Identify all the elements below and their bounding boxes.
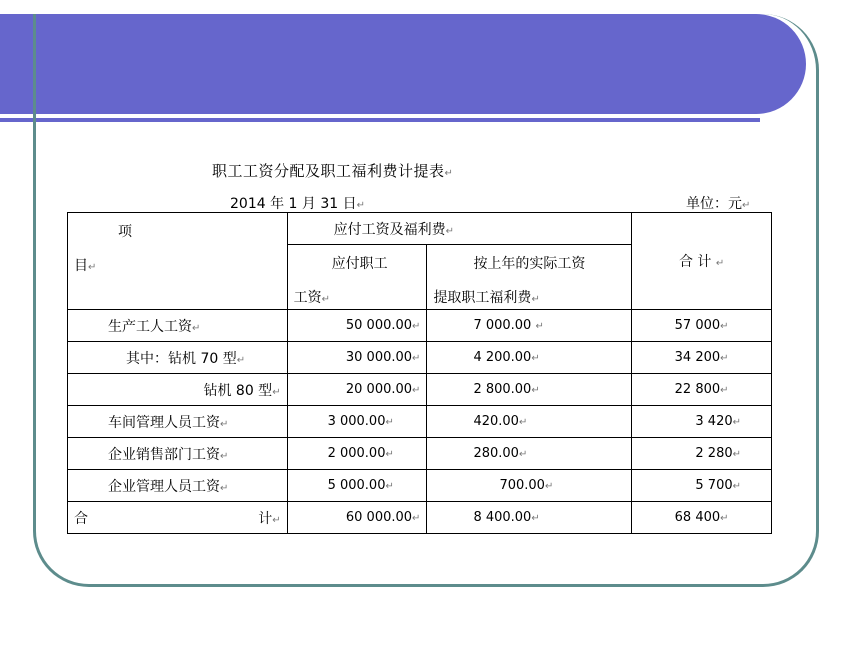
header-welfare-cell [427,245,632,310]
paragraph-mark-icon: ↵ [385,449,394,460]
paragraph-mark-icon: ↵ [531,294,540,305]
row-wage-text: 2 000.00 [327,446,386,461]
row-wage [287,438,427,470]
sum-label-b-wrap [258,508,280,528]
paragraph-mark-icon: ↵ [732,417,741,428]
row-wage [287,342,427,374]
paragraph-mark-icon: ↵ [88,262,97,273]
row-item [68,342,288,374]
paragraph-mark-icon: ↵ [356,200,365,211]
paragraph-mark-icon: ↵ [732,481,741,492]
sum-label-a: 合 [74,510,88,527]
row-item-text: 钻机 80 型 [203,382,273,399]
row-total-text: 5 700 [695,478,733,493]
row-wage-text: 30 000.00 [345,350,413,365]
sum-label-b: 计 [258,510,273,527]
sum-total-text: 68 400 [674,510,721,525]
row-total-text: 2 280 [695,446,733,461]
paragraph-mark-icon: ↵ [321,294,330,305]
header-item-line2-text: 目 [74,258,88,274]
header-item-cell [68,213,288,310]
table-row [68,406,772,438]
row-welfare-text: 280.00 [473,446,519,461]
header-payable-group-text: 应付工资及福利费 [333,221,446,238]
row-item-text: 车间管理人员工资 [108,414,220,431]
sum-welfare [427,502,632,534]
paragraph-mark-icon: ↵ [236,354,246,366]
header-total-text: 合 计 [678,254,712,270]
row-wage-text: 50 000.00 [345,318,413,333]
row-item [68,406,288,438]
paragraph-mark-icon: ↵ [272,386,281,398]
sum-total [632,502,772,534]
paragraph-mark-icon: ↵ [385,481,394,492]
paragraph-mark-icon: ↵ [720,321,729,332]
row-welfare [427,342,632,374]
paragraph-mark-icon: ↵ [385,417,394,428]
row-wage [287,374,427,406]
paragraph-mark-icon: ↵ [412,385,421,396]
row-welfare-text: 4 200.00 [473,350,532,365]
row-total [632,470,772,502]
table-row [68,470,772,502]
paragraph-mark-icon: ↵ [518,417,528,428]
table-header-row-1 [68,213,772,245]
paragraph-mark-icon: ↵ [531,353,540,364]
table-row [68,310,772,342]
row-welfare [427,310,632,342]
row-item-text: 企业管理人员工资 [108,478,220,495]
header-welfare-line1: 按上年的实际工资 [473,256,586,272]
sum-welfare-text: 8 400.00 [473,510,532,525]
sum-wage [287,502,427,534]
sum-wage-text: 60 000.00 [345,510,413,525]
row-item [68,374,288,406]
paragraph-mark-icon: ↵ [444,168,454,179]
row-wage-text: 5 000.00 [327,478,386,493]
row-item [68,438,288,470]
paragraph-mark-icon: ↵ [220,418,229,430]
row-welfare [427,470,632,502]
header-payable-group [287,213,632,245]
paragraph-mark-icon: ↵ [412,321,421,332]
row-item-text: 企业销售部门工资 [108,446,220,463]
row-total [632,374,772,406]
row-item-text: 其中：钻机 70 型 [126,350,237,367]
header-item-line2 [74,241,281,275]
paragraph-mark-icon: ↵ [412,513,421,524]
header-welfare-line2 [433,273,625,307]
row-total [632,438,772,470]
row-total-text: 34 200 [674,350,721,365]
row-total-text: 3 420 [695,414,733,429]
document-unit [686,193,750,213]
header-total-cell [632,213,772,310]
paragraph-mark-icon: ↵ [715,258,725,269]
header-payable-wage-line2 [294,273,421,307]
paragraph-mark-icon: ↵ [272,514,281,526]
header-payable-wage-line2-text: 工资 [293,290,322,306]
paragraph-mark-icon: ↵ [544,481,554,492]
sum-label [68,502,288,534]
row-welfare [427,406,632,438]
paragraph-mark-icon: ↵ [412,353,421,364]
header-item-line1: 项 [118,224,132,240]
paragraph-mark-icon: ↵ [535,321,544,332]
header-welfare-line2-text: 提取职工福利费 [433,290,532,306]
row-welfare [427,438,632,470]
paragraph-mark-icon: ↵ [732,449,741,460]
row-total [632,406,772,438]
paragraph-mark-icon: ↵ [742,200,751,211]
row-item [68,470,288,502]
wage-allocation-table [67,212,772,534]
row-welfare-text: 2 800.00 [473,382,532,397]
row-welfare [427,374,632,406]
row-wage-text: 3 000.00 [327,414,386,429]
row-total [632,310,772,342]
row-wage [287,470,427,502]
table-row [68,342,772,374]
document-title-text: 职工工资分配及职工福利费计提表 [212,162,445,180]
row-wage-text: 20 000.00 [345,382,413,397]
document-date-text: 2014 年 1 月 31 日 [230,196,357,212]
document-date [230,193,365,213]
row-total [632,342,772,374]
table-row [68,374,772,406]
paragraph-mark-icon: ↵ [720,513,729,524]
table-row [68,438,772,470]
paragraph-mark-icon: ↵ [220,450,229,462]
paragraph-mark-icon: ↵ [531,513,540,524]
header-payable-wage-cell [287,245,427,310]
row-total-text: 57 000 [674,318,721,333]
row-wage [287,406,427,438]
paragraph-mark-icon: ↵ [518,449,528,460]
row-welfare-text: 700.00 [499,478,545,493]
row-welfare-text: 420.00 [473,414,519,429]
slide-frame-left-edge [33,110,36,530]
paragraph-mark-icon: ↵ [445,225,454,237]
paragraph-mark-icon: ↵ [220,482,229,494]
document-unit-text: 单位：元 [686,196,742,212]
document-title [212,160,453,181]
paragraph-mark-icon: ↵ [720,385,729,396]
table-sum-row [68,502,772,534]
paragraph-mark-icon: ↵ [192,322,201,334]
row-welfare-text: 7 000.00 [473,318,532,333]
header-payable-wage-line1: 应付职工 [331,256,388,272]
paragraph-mark-icon: ↵ [720,353,729,364]
row-item [68,310,288,342]
row-item-text: 生产工人工资 [108,318,192,335]
row-total-text: 22 800 [674,382,721,397]
paragraph-mark-icon: ↵ [531,385,540,396]
row-wage [287,310,427,342]
